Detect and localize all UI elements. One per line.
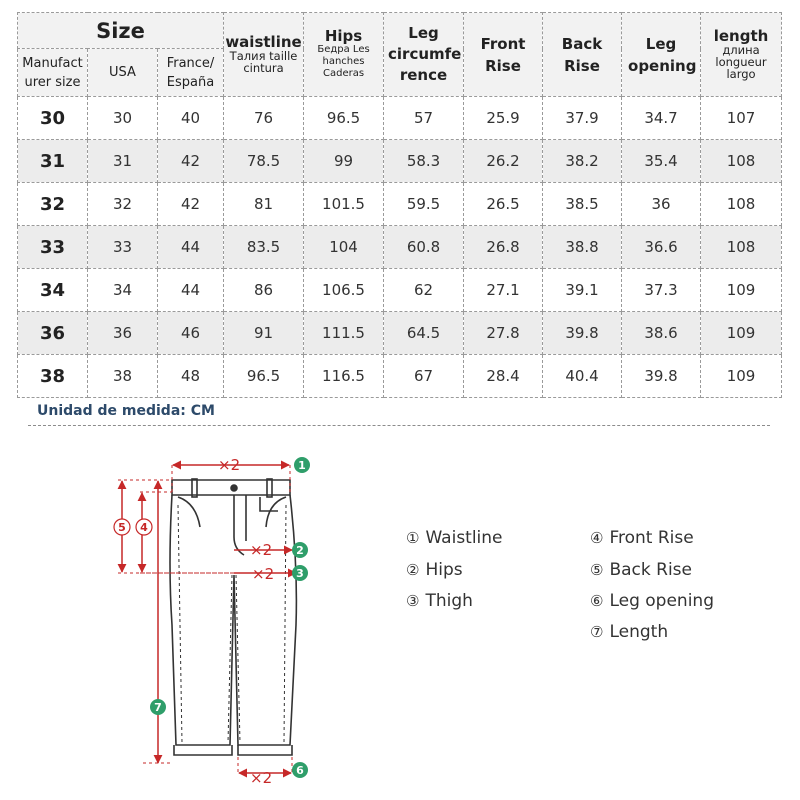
- table-cell: 28.4: [464, 355, 543, 398]
- legend-item-waistline: [406, 528, 503, 548]
- size-cell: 36: [18, 312, 88, 355]
- svg-text:6: 6: [296, 764, 304, 777]
- leg-opening-header: [622, 13, 701, 97]
- table-cell: 48: [158, 355, 224, 398]
- table-cell: 109: [701, 355, 782, 398]
- table-cell: 86: [224, 269, 304, 312]
- table-cell: 108: [701, 183, 782, 226]
- legend-item-thigh: [406, 591, 473, 611]
- table-cell: 81: [224, 183, 304, 226]
- svg-text:1: 1: [298, 459, 306, 472]
- table-cell: 31: [88, 140, 158, 183]
- table-cell: 109: [701, 312, 782, 355]
- table-cell: 39.8: [543, 312, 622, 355]
- length-header-label: length: [713, 26, 769, 45]
- table-cell: 57: [384, 97, 464, 140]
- table-cell: 42: [158, 183, 224, 226]
- leg-opening-multiplier: ×2: [250, 769, 273, 787]
- table-cell: 37.3: [622, 269, 701, 312]
- svg-text:7: 7: [154, 701, 162, 714]
- marker-5: [114, 519, 130, 535]
- table-row: [18, 183, 782, 226]
- table-cell: 33: [88, 226, 158, 269]
- size-cell: 38: [18, 355, 88, 398]
- marker-3: [292, 565, 308, 581]
- table-cell: 26.2: [464, 140, 543, 183]
- table-cell: 108: [701, 140, 782, 183]
- legend-item-back-rise: [590, 560, 692, 580]
- table-cell: 38: [88, 355, 158, 398]
- waistline-header: [224, 13, 304, 97]
- front-rise-header: [464, 13, 543, 97]
- table-cell: 38.5: [543, 183, 622, 226]
- table-row: [18, 140, 782, 183]
- table-cell: 40.4: [543, 355, 622, 398]
- table-cell: 67: [384, 355, 464, 398]
- table-row: [18, 97, 782, 140]
- leg-circumference-header-label: Leg circumfe rence: [388, 24, 462, 84]
- legend-number: ⑦: [590, 623, 604, 641]
- legend-label: Waistline: [425, 528, 503, 548]
- table-cell: 40: [158, 97, 224, 140]
- table-row: [18, 226, 782, 269]
- table-cell: 101.5: [304, 183, 384, 226]
- hips-header-translation: Бедра Les hanches Caderas: [317, 44, 370, 80]
- size-cell: 31: [18, 140, 88, 183]
- legend-number: ⑤: [590, 561, 604, 579]
- length-header: [701, 13, 782, 97]
- table-cell: 36.6: [622, 226, 701, 269]
- thigh-multiplier: ×2: [252, 565, 275, 583]
- hips-header-label: Hips: [324, 26, 363, 45]
- table-cell: 34.7: [622, 97, 701, 140]
- size-cell: 32: [18, 183, 88, 226]
- waistline-header-label: waistline: [225, 32, 302, 51]
- legend-item-front-rise: [590, 528, 694, 548]
- table-cell: 58.3: [384, 140, 464, 183]
- back-rise-header: [543, 13, 622, 97]
- divider: [28, 425, 770, 426]
- svg-text:4: 4: [140, 521, 148, 534]
- legend-label: Length: [609, 622, 669, 642]
- hips-multiplier: ×2: [250, 541, 273, 559]
- table-cell: 104: [304, 226, 384, 269]
- legend-item-hips: [406, 560, 463, 580]
- table-cell: 59.5: [384, 183, 464, 226]
- legend-label: Back Rise: [609, 560, 692, 580]
- pants-outline: [170, 479, 296, 755]
- legend-number: ⑥: [590, 592, 604, 610]
- legend-label: Leg opening: [609, 591, 714, 611]
- table-cell: 25.9: [464, 97, 543, 140]
- usa-header: USA: [88, 49, 158, 97]
- size-cell: 30: [18, 97, 88, 140]
- table-cell: 91: [224, 312, 304, 355]
- pants-measurement-diagram: [100, 445, 330, 790]
- table-cell: 38.2: [543, 140, 622, 183]
- france-espana-header: [158, 49, 224, 97]
- table-cell: 107: [701, 97, 782, 140]
- leg-circumference-header: [384, 13, 464, 97]
- marker-6: [292, 762, 308, 778]
- table-cell: 27.8: [464, 312, 543, 355]
- table-cell: 37.9: [543, 97, 622, 140]
- table-cell: 116.5: [304, 355, 384, 398]
- manufacturer-size-label: Manufact urer size: [22, 55, 83, 90]
- table-cell: 108: [701, 226, 782, 269]
- table-cell: 111.5: [304, 312, 384, 355]
- marker-2: [292, 542, 308, 558]
- legend-number: ④: [590, 529, 604, 547]
- table-cell: 64.5: [384, 312, 464, 355]
- table-cell: 96.5: [224, 355, 304, 398]
- manufacturer-size-header: [18, 49, 88, 97]
- svg-text:5: 5: [118, 521, 126, 534]
- table-cell: 83.5: [224, 226, 304, 269]
- legend-number: ①: [406, 529, 420, 547]
- size-header: Size: [18, 13, 224, 49]
- table-cell: 27.1: [464, 269, 543, 312]
- table-cell: 30: [88, 97, 158, 140]
- front-rise-header-label: Front Rise: [480, 34, 526, 75]
- legend-number: ③: [406, 592, 420, 610]
- table-cell: 34: [88, 269, 158, 312]
- marker-1: [294, 457, 310, 473]
- size-cell: 34: [18, 269, 88, 312]
- table-row: [18, 355, 782, 398]
- table-cell: 44: [158, 226, 224, 269]
- svg-text:2: 2: [296, 544, 304, 557]
- waistline-header-translation: Талия taille cintura: [229, 49, 298, 76]
- table-cell: 39.8: [622, 355, 701, 398]
- legend-item-length: [590, 622, 668, 642]
- table-cell: 36: [88, 312, 158, 355]
- table-cell: 99: [304, 140, 384, 183]
- svg-text:3: 3: [296, 567, 304, 580]
- table-cell: 106.5: [304, 269, 384, 312]
- legend-label: Hips: [425, 560, 463, 580]
- table-cell: 42: [158, 140, 224, 183]
- table-cell: 44: [158, 269, 224, 312]
- france-espana-label: France/ España: [166, 55, 215, 90]
- table-cell: 26.8: [464, 226, 543, 269]
- table-row: [18, 269, 782, 312]
- legend-label: Thigh: [425, 591, 473, 611]
- table-cell: 35.4: [622, 140, 701, 183]
- back-rise-header-label: Back Rise: [561, 34, 603, 75]
- waistline-multiplier: ×2: [218, 456, 241, 474]
- table-cell: 38.6: [622, 312, 701, 355]
- unit-note: Unidad de medida: CM: [37, 403, 215, 419]
- marker-4: [136, 519, 152, 535]
- legend-label: Front Rise: [609, 528, 694, 548]
- table-cell: 38.8: [543, 226, 622, 269]
- table-cell: 39.1: [543, 269, 622, 312]
- size-chart-table: [17, 12, 782, 398]
- table-cell: 62: [384, 269, 464, 312]
- table-row: [18, 312, 782, 355]
- size-cell: 33: [18, 226, 88, 269]
- table-cell: 26.5: [464, 183, 543, 226]
- table-cell: 76: [224, 97, 304, 140]
- diagram-markers: [114, 457, 310, 778]
- legend-number: ②: [406, 561, 420, 579]
- table-cell: 96.5: [304, 97, 384, 140]
- size-table-body: [18, 97, 782, 398]
- leg-opening-header-label: Leg opening: [628, 34, 697, 75]
- table-cell: 46: [158, 312, 224, 355]
- table-cell: 60.8: [384, 226, 464, 269]
- table-cell: 109: [701, 269, 782, 312]
- marker-7: [150, 699, 166, 715]
- table-cell: 36: [622, 183, 701, 226]
- table-cell: 32: [88, 183, 158, 226]
- hips-header: [304, 13, 384, 97]
- table-cell: 78.5: [224, 140, 304, 183]
- legend-item-leg-opening: [590, 591, 714, 611]
- length-header-translation: длина longueur largo: [715, 43, 767, 82]
